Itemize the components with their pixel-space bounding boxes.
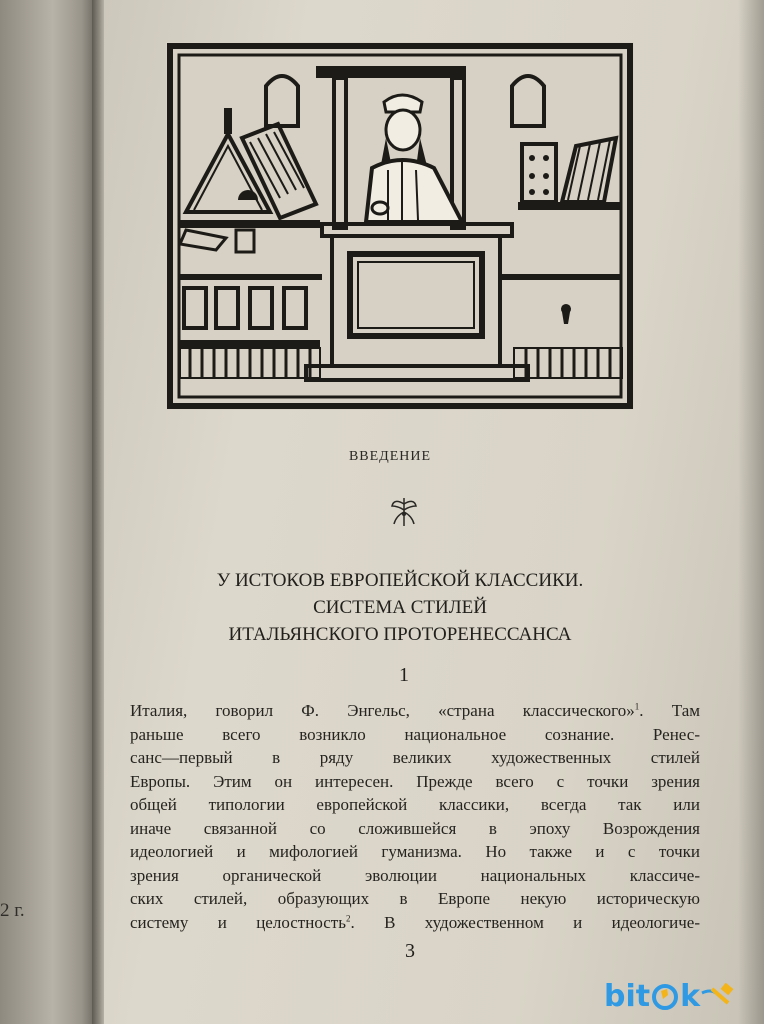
footnote-marker[interactable]: 1 xyxy=(634,701,640,712)
text-segment: систему и целостность xyxy=(130,912,346,932)
watermark-logo xyxy=(604,976,754,1016)
page-edge-shadow xyxy=(738,0,764,1024)
text-line: раньше всего возникло национальное сознание. Ренес- xyxy=(130,724,700,744)
watermark-hand-icon xyxy=(650,981,680,1011)
chapter-title xyxy=(150,567,650,648)
text-segment: Италия, говорил Ф. Энгельс, «страна классического» xyxy=(130,701,635,720)
text-segment: . Там xyxy=(639,701,700,720)
fleuron-ornament-icon xyxy=(386,494,422,530)
section-title: ВВЕДЕНИЕ xyxy=(348,449,432,464)
text-segment: . В художественном и идеологиче- xyxy=(350,912,700,932)
text-line xyxy=(130,699,700,723)
text-line: Европы. Этим он интересен. Прежде всего с точки зрения xyxy=(130,771,700,791)
chapter-title-line: ИТАЛЬЯНСКОГО ПРОТОРЕНЕССАНСА xyxy=(228,624,572,645)
body-paragraph xyxy=(130,699,700,934)
text-line: общей типологии европейской классики, всегда так или xyxy=(130,795,700,814)
footnote-marker[interactable]: 2 xyxy=(345,912,351,923)
text-line xyxy=(130,911,700,935)
text-line: идеологией и мифологией гуманизма. Но также и с точки xyxy=(130,842,700,861)
text-line: зрения органической эволюции национальных классиче- xyxy=(130,865,700,885)
watermark-text: k xyxy=(680,978,701,1014)
text-line: ских стилей, образующих в Европе некую историческую xyxy=(130,889,700,908)
text-line: санс—первый в ряду великих художественных стилей xyxy=(130,748,700,767)
text-line: иначе связанной со сложившейся в эпоху Возрождения xyxy=(130,818,700,838)
left-page-text-fragment: 2 г. xyxy=(0,900,25,921)
watermark-text: bit xyxy=(604,978,651,1014)
page-number: 3 xyxy=(405,940,415,962)
woodcut-illustration xyxy=(166,42,634,410)
chapter-title-line: СИСТЕМА СТИЛЕЙ xyxy=(313,597,487,618)
left-page xyxy=(0,0,96,1024)
chapter-title-line: У ИСТОКОВ ЕВРОПЕЙСКОЙ КЛАССИКИ. xyxy=(216,570,584,591)
chapter-number: 1 xyxy=(399,664,409,686)
watermark-hammer-icon xyxy=(700,983,734,1009)
